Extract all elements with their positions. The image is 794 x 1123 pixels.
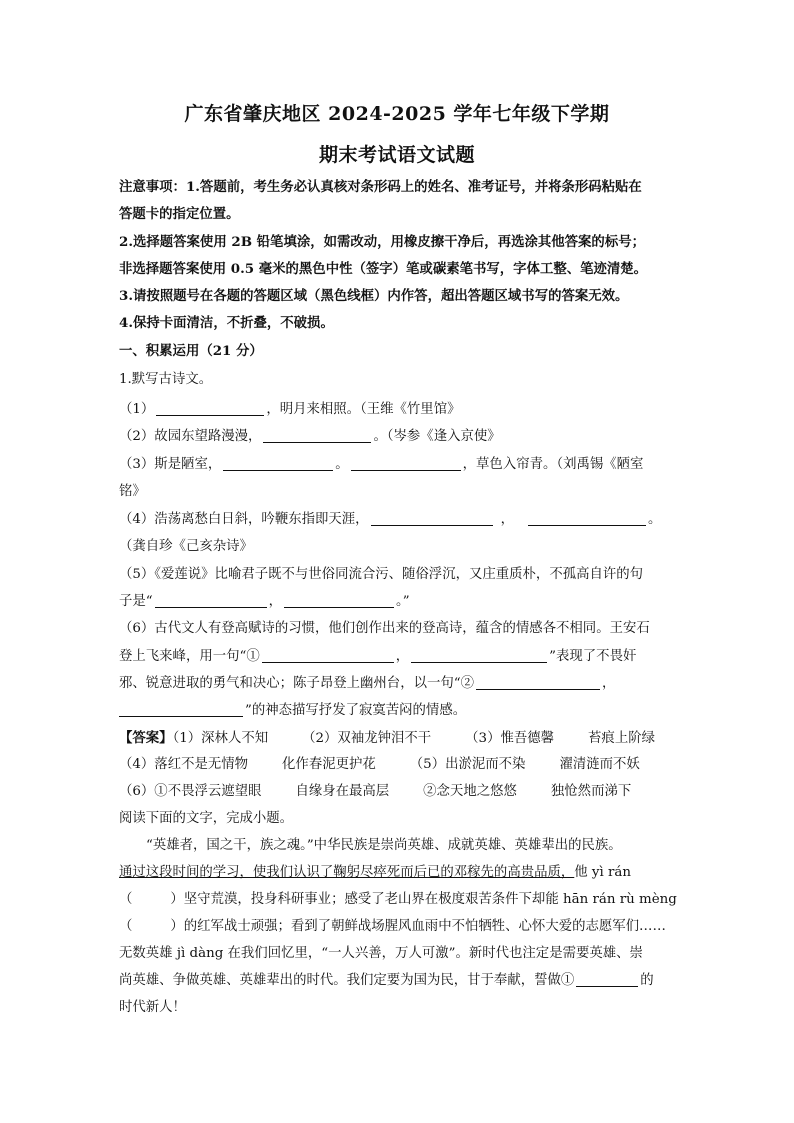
notice-line-1: 注意事项：1.答题前，考生务必认真核对条形码上的姓名、准考证号，并将条形码粘贴在 <box>119 179 642 195</box>
answer-blank[interactable] <box>284 593 394 608</box>
item-text: 。 <box>647 512 662 527</box>
item-text: ， <box>500 512 514 527</box>
answer-text: （4）落红不是无情物 <box>119 757 249 772</box>
answer-blank[interactable] <box>156 401 264 416</box>
question-1-item-2 <box>119 428 501 446</box>
answer-blank[interactable] <box>576 972 638 987</box>
passage-text: 尚英雄、争做英雄、英雄辈出的时代。我们定要为国为民，甘于奉献，誓做① <box>119 973 575 988</box>
item-text: ，明月来相照。（王维《竹里馆》 <box>266 402 461 417</box>
question-1-item-3 <box>119 456 643 474</box>
answer-blank[interactable] <box>223 456 333 471</box>
item-text: 登上飞来峰，用一句“① <box>119 649 260 664</box>
answer-text: （2）双袖龙钟泪不干 <box>302 731 432 746</box>
answer-blank[interactable] <box>476 675 600 690</box>
passage-line-4 <box>119 918 666 936</box>
question-1-item-6: （6）古代文人有登高赋诗的习惯，他们创作出来的登高诗，蕴含的情感各不相同。王安石 <box>119 621 650 636</box>
answer-blank[interactable] <box>371 511 493 526</box>
item-text: （4）浩荡离愁白日斜，吟鞭东指即天涯， <box>119 512 369 527</box>
item-text: 。（岑参《逢入京使》 <box>373 429 501 444</box>
question-1-item-5: （5）《爱莲说》比喻君子既不与世俗同流合污、随俗浮沉，又庄重质朴，不孤高自许的句 <box>119 567 644 582</box>
passage-text: （ <box>119 892 133 907</box>
passage-line-3 <box>119 891 677 909</box>
item-text: 子是“ <box>119 594 153 609</box>
item-text: 。” <box>396 594 410 609</box>
answer-blank[interactable] <box>262 648 394 663</box>
exam-title-line1: 广东省肇庆地区 2024-2025 学年七年级下学期 <box>184 103 610 125</box>
passage-text: ）的红军战士顽强；看到了朝鲜战场腥风血雨中不怕牺牲、心怀大爱的志愿军们…… <box>170 919 666 934</box>
passage-text: 他 yì rán <box>574 865 632 880</box>
answer-blank[interactable] <box>411 648 547 663</box>
passage-line-5: 无数英雄 jì dàng 在我们回忆里，“一人兴善，万人可激”。新时代也注定是需要英雄、崇 <box>119 946 643 961</box>
question-1-item-3-cont: 铭》 <box>119 484 146 499</box>
notice-line-4: 非选择题答案使用 0.5 毫米的黑色中性（签字）笔或碳素笔书写，字体工整、笔迹清楚。 <box>119 261 648 277</box>
item-text: 邪、锐意进取的勇气和决心；陈子昂登上幽州台，以一句“② <box>119 676 474 691</box>
answer-text: 化作春泥更护花 <box>282 757 376 772</box>
answer-text: ②念天地之悠悠 <box>423 784 517 799</box>
question-1-item-6-line3 <box>119 675 615 693</box>
item-text: （2）故园东望路漫漫， <box>119 429 262 444</box>
item-text: ，草色入帘青。（刘禹锡《陋室 <box>462 457 644 472</box>
item-text: ”的神态描写抒发了寂寞苦闷的情感。 <box>245 703 467 718</box>
question-1-item-6-line2 <box>119 648 636 666</box>
answer-label: 【答案】 <box>119 730 173 746</box>
answer-text: 苔痕上阶绿 <box>588 731 655 746</box>
answer-blank[interactable] <box>119 702 243 717</box>
answer-text: （1）深林人不知 <box>172 731 269 746</box>
answer-line-3 <box>119 783 631 801</box>
passage-line-1: “英雄者，国之干，族之魂。”中华民族是崇尚英雄、成就英雄、英雄辈出的民族。 <box>146 838 622 853</box>
section-heading: 一、积累运用（21 分） <box>119 343 263 359</box>
reading-intro: 阅读下面的文字，完成小题。 <box>119 811 294 826</box>
answer-text: 濯清涟而不妖 <box>559 757 640 772</box>
underlined-sentence: 通过这段时间的学习，使我们认识了鞠躬尽瘁死而后已的邓稼先的高贵品质， <box>119 865 575 880</box>
item-text: ”表现了不畏奸 <box>549 649 637 664</box>
answer-text: （5）出淤泥而不染 <box>409 757 526 772</box>
passage-line-6 <box>119 972 654 990</box>
notice-line-5: 3.请按照题号在各题的答题区域（黑色线框）内作答，超出答题区域书写的答案无效。 <box>119 288 629 304</box>
answer-text: 自缘身在最高层 <box>295 784 390 799</box>
exam-title-line2: 期末考试语文试题 <box>318 144 475 166</box>
item-text: （1） <box>119 402 155 417</box>
item-text: （3）斯是陋室， <box>119 457 222 472</box>
answer-line-2 <box>119 756 640 774</box>
passage-text: （ <box>119 919 133 934</box>
question-1-item-6-line4 <box>119 702 466 720</box>
item-text: 。 <box>335 457 349 472</box>
question-1-item-1 <box>119 401 460 419</box>
answer-blank[interactable] <box>528 511 646 526</box>
question-1-item-5-cont <box>119 593 410 611</box>
item-text: ， <box>268 594 283 609</box>
item-text: ， <box>602 676 616 691</box>
answer-blank[interactable] <box>155 593 267 608</box>
notice-line-6: 4.保持卡面清洁，不折叠，不破损。 <box>119 315 334 331</box>
passage-text: ）坚守荒漠，投身科研事业；感受了老山界在极度艰苦条件下却能 hān rán rù mèng <box>170 892 677 907</box>
question-1-title: 1.默写古诗文。 <box>119 372 213 387</box>
answer-blank[interactable] <box>351 456 461 471</box>
passage-line-2 <box>119 864 631 882</box>
question-1-item-4-cont: （龚自珍《己亥杂诗》 <box>119 539 253 554</box>
notice-line-3: 2.选择题答案使用 2B 铅笔填涂，如需改动，用橡皮擦干净后，再选涂其他答案的标号； <box>119 234 645 250</box>
passage-text: 的 <box>640 973 654 988</box>
answer-text: （3）惟吾德馨 <box>465 731 555 746</box>
item-text: ， <box>395 649 410 664</box>
passage-line-7: 时代新人！ <box>119 1000 186 1015</box>
answer-blank[interactable] <box>263 428 371 443</box>
answer-text: （6）①不畏浮云遮望眼 <box>119 784 262 799</box>
answer-line-1 <box>119 729 655 748</box>
notice-line-2: 答题卡的指定位置。 <box>119 206 240 222</box>
question-1-item-4 <box>119 511 661 529</box>
answer-text: 独怆然而涕下 <box>550 784 632 799</box>
